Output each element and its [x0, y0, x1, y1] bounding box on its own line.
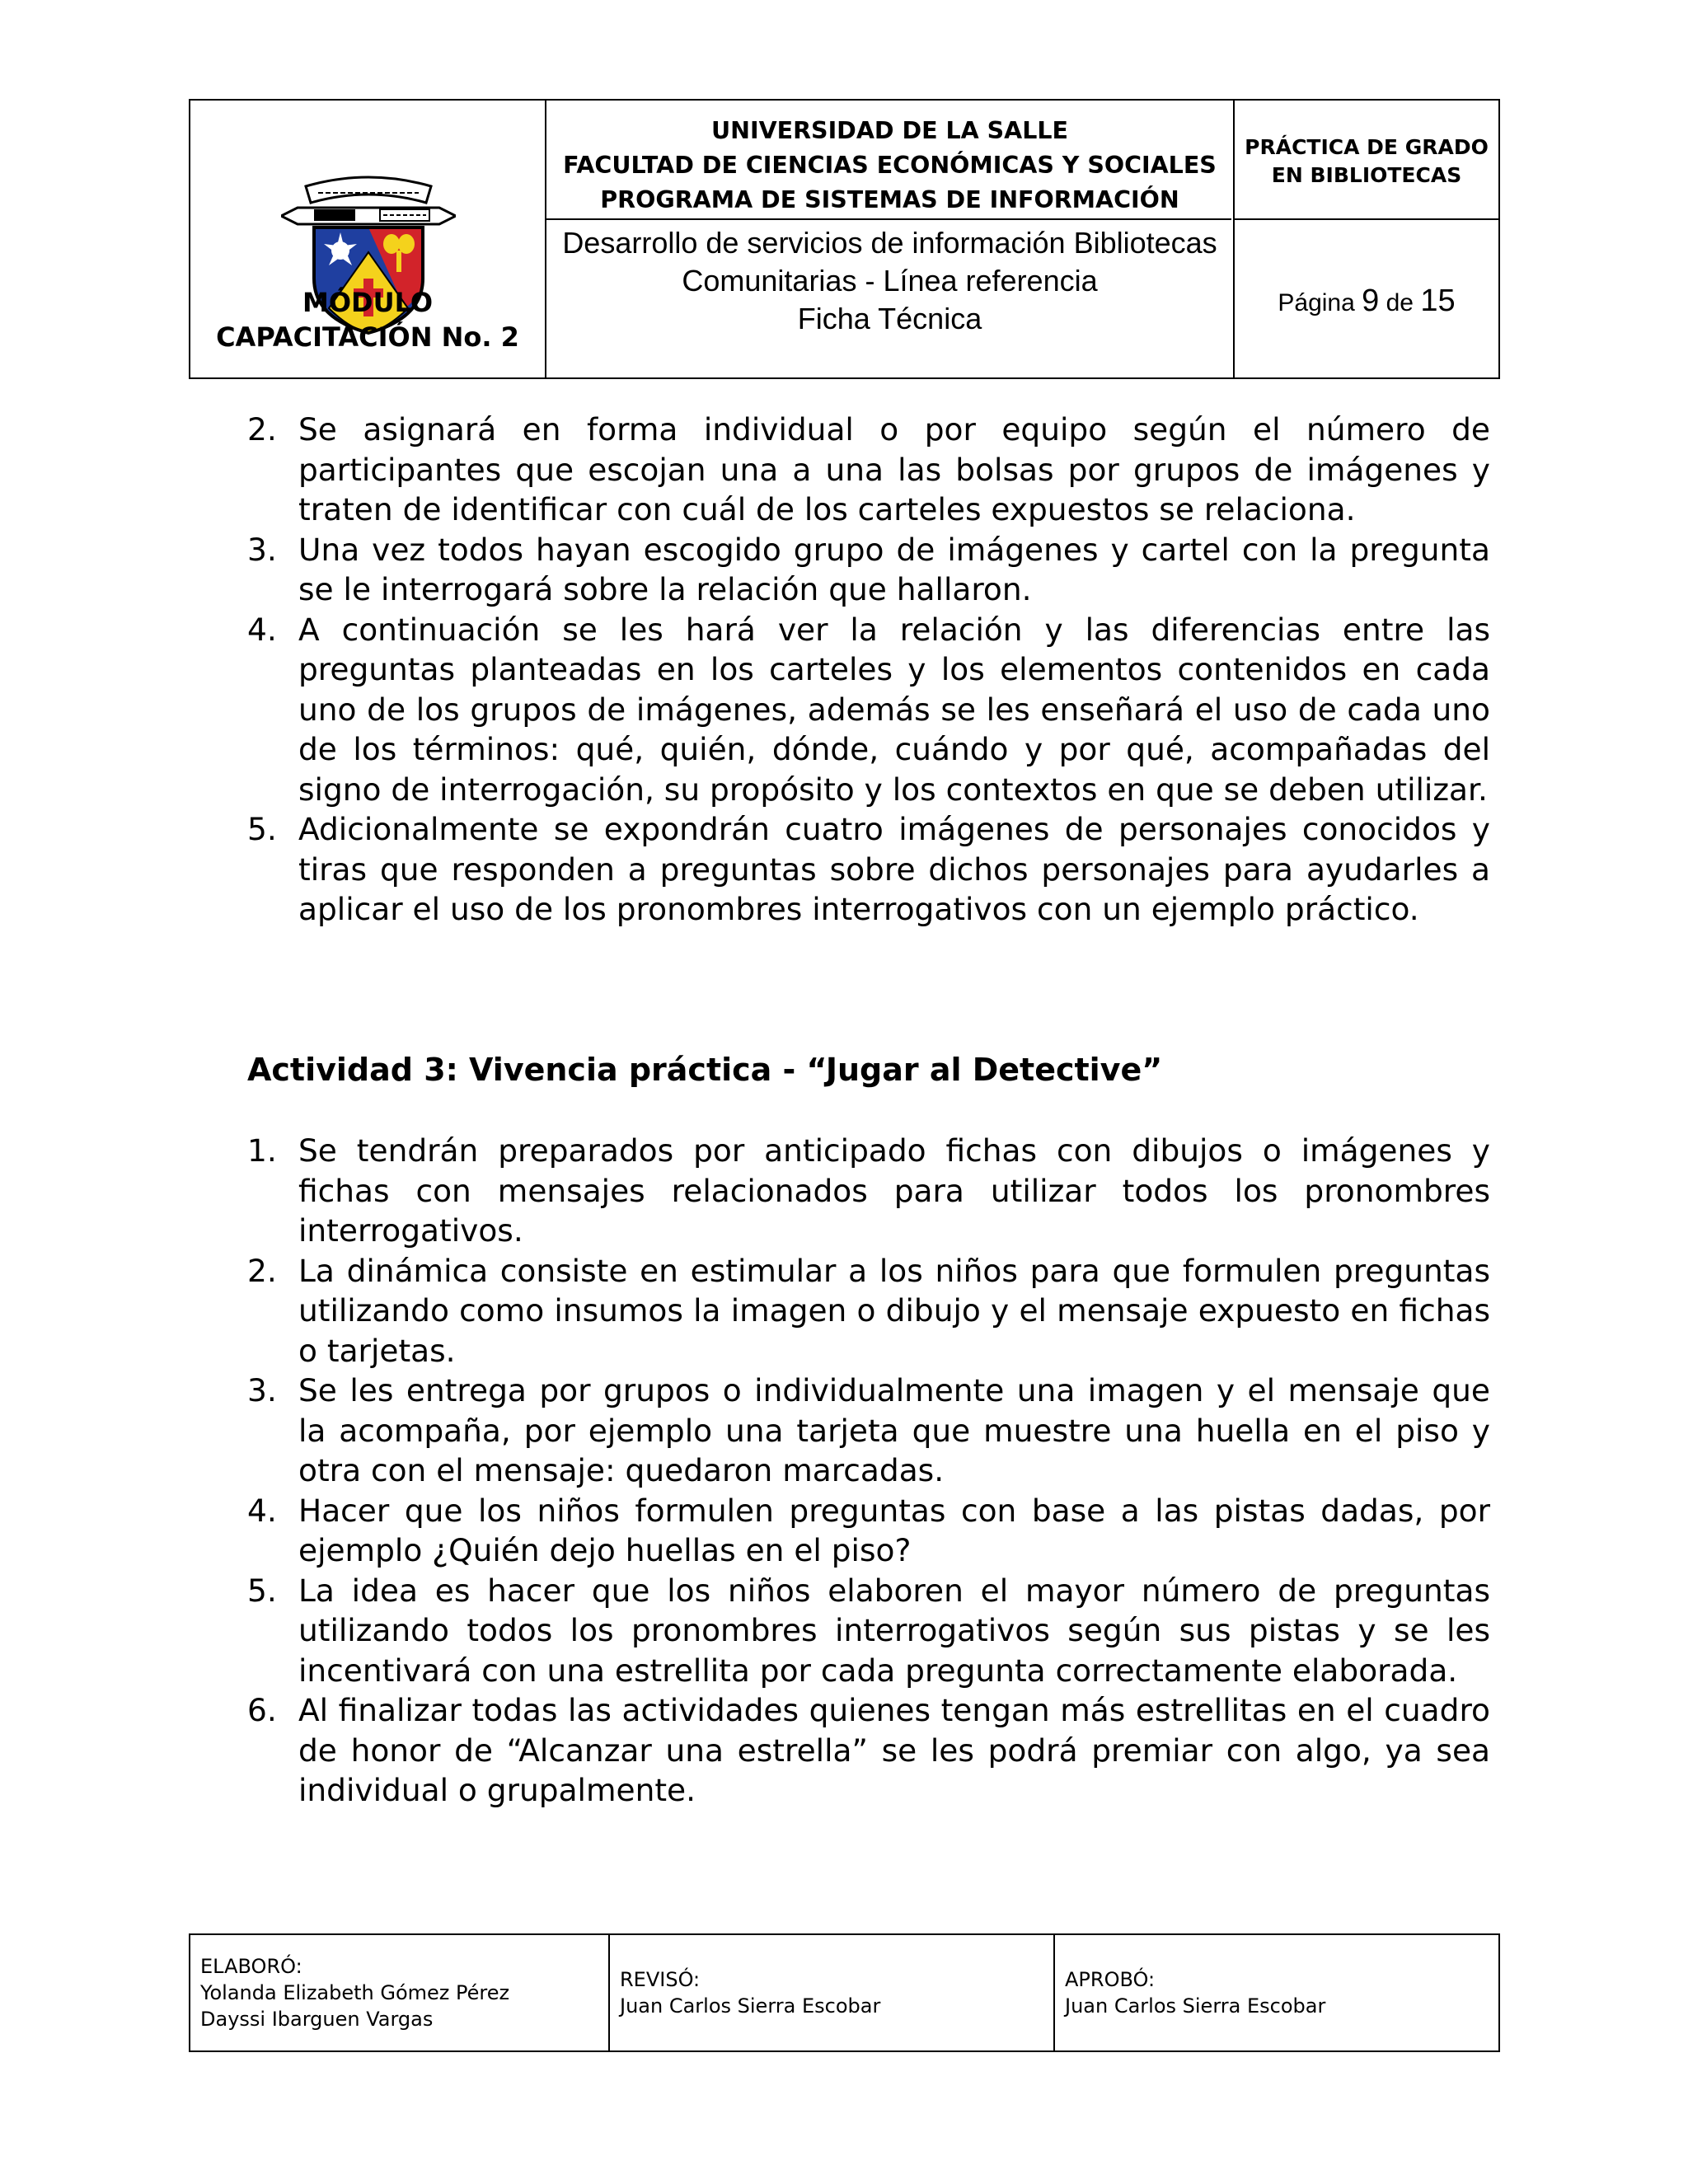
- item-number: 6.: [247, 1692, 277, 1728]
- elaborated-by-cell: [190, 1935, 610, 2050]
- list-item: [247, 1491, 1490, 1571]
- header-logo-cell: [190, 101, 546, 377]
- approved-by-label: APROBÓ:: [1065, 1968, 1156, 1991]
- item-number: 2.: [247, 1252, 277, 1289]
- list-item: [247, 1571, 1490, 1691]
- list-item: [247, 610, 1490, 810]
- elaborated-by-label: ELABORÓ:: [200, 1955, 302, 1978]
- item-number: 3.: [247, 1372, 277, 1408]
- signature-footer: [189, 1933, 1500, 2052]
- item-text: La dinámica consiste en estimular a los niños para que formulen preguntas utilizando como insumos la imagen o dibujo y el mensaje expuesto en fichas o tarjetas.: [298, 1252, 1490, 1369]
- item-text: Una vez todos hayan escogido grupo de imágenes y cartel con la pregunta se le interrogará sobre la relación que hallaron.: [298, 531, 1490, 607]
- author-name: Dayssi Ibarguen Vargas: [200, 2008, 434, 2031]
- description-line: Ficha Técnica: [797, 302, 982, 335]
- list-item: [247, 1690, 1490, 1811]
- header-title-cell: [546, 101, 1235, 377]
- institution-block: [546, 114, 1233, 218]
- item-text: Se asignará en forma individual o por equipo según el número de participantes que escojan una a una las bolsas por grupos de imágenes y traten de identificar con cuál de los carteles expuestos se relaciona.: [298, 411, 1490, 527]
- practice-line: EN BIBLIOTECAS: [1271, 163, 1462, 187]
- activity-steps-list: [247, 1131, 1490, 1811]
- page-of: de: [1386, 289, 1414, 316]
- program-name: PROGRAMA DE SISTEMAS DE INFORMACIÓN: [600, 186, 1179, 213]
- module-number: CAPACITACIÓN No. 2: [216, 321, 519, 353]
- list-item: [247, 1131, 1490, 1251]
- approver-name: Juan Carlos Sierra Escobar: [1065, 1994, 1326, 2018]
- item-number: 5.: [247, 1572, 277, 1609]
- reviewer-name: Juan Carlos Sierra Escobar: [620, 1994, 881, 2018]
- module-title: [190, 285, 545, 354]
- practice-label: [1235, 134, 1498, 190]
- reviewed-by-label: REVISÓ:: [620, 1968, 701, 1991]
- item-number: 1.: [247, 1132, 277, 1169]
- steps-list: [247, 410, 1490, 930]
- item-number: 3.: [247, 531, 277, 568]
- item-text: Hacer que los niños formulen preguntas con base a las pistas dadas, por ejemplo ¿Quién dejo huellas en el piso?: [298, 1492, 1490, 1568]
- header-divider: [1235, 218, 1498, 220]
- page-current: 9: [1362, 284, 1380, 318]
- approved-by-cell: [1055, 1935, 1498, 2050]
- item-text: La idea es hacer que los niños elaboren el mayor número de preguntas utilizando todos los pronombres interrogativos según sus pistas y se les incentivará con una estrellita por cada pregunta correctamente elaborada.: [298, 1572, 1490, 1689]
- faculty-name: FACULTAD DE CIENCIAS ECONÓMICAS Y SOCIALES: [563, 152, 1217, 179]
- item-number: 5.: [247, 811, 277, 847]
- item-text: Se les entrega por grupos o individualmente una imagen y el mensaje que la acompaña, por ejemplo una tarjeta que muestre una huella en el piso y otra con el mensaje: quedaron marcadas.: [298, 1372, 1490, 1488]
- header-info-cell: [1235, 101, 1498, 377]
- item-text: A continuación se les hará ver la relación y las diferencias entre las preguntas planteadas en los carteles y los elementos contenidos en cada uno de los grupos de imágenes, además se les enseñará el uso de cada uno de los términos: qué, quién, dónde, cuándo y por qué, acompañadas del signo de interrogación, su propósito y los contextos en que se deben utilizar.: [298, 611, 1490, 808]
- list-item: [247, 1251, 1490, 1371]
- item-text: Adicionalmente se expondrán cuatro imágenes de personajes conocidos y tiras que responden a preguntas sobre dichos personajes para ayudarles a aplicar el uso de los pronombres interrogativos con un ejemplo práctico.: [298, 811, 1490, 927]
- page-total: 15: [1420, 284, 1456, 318]
- list-item: [247, 1371, 1490, 1491]
- page-number: [1235, 284, 1498, 319]
- item-number: 4.: [247, 611, 277, 648]
- list-item: [247, 809, 1490, 930]
- document-header: [189, 99, 1500, 379]
- author-name: Yolanda Elizabeth Gómez Pérez: [200, 1981, 510, 2004]
- university-name: UNIVERSIDAD DE LA SALLE: [710, 117, 1069, 144]
- list-item: [247, 530, 1490, 610]
- item-number: 2.: [247, 411, 277, 448]
- list-item: [247, 410, 1490, 530]
- activity-heading: Actividad 3: Vivencia práctica - “Jugar al Detective”: [247, 1052, 1163, 1088]
- practice-line: PRÁCTICA DE GRADO: [1245, 135, 1489, 159]
- page-word: Página: [1278, 289, 1355, 316]
- item-text: Al finalizar todas las actividades quienes tengan más estrellitas en el cuadro de honor de “Alcanzar una estrella” se les podrá premiar con algo, ya sea individual o grupalmente.: [298, 1692, 1490, 1808]
- item-number: 4.: [247, 1492, 277, 1529]
- description-line: Desarrollo de servicios de información Bibliotecas: [562, 226, 1217, 260]
- item-text: Se tendrán preparados por anticipado fichas con dibujos o imágenes y fichas con mensajes relacionados para utilizar todos los pronombres interrogativos.: [298, 1132, 1490, 1249]
- header-divider: [546, 218, 1231, 220]
- document-description: [546, 224, 1233, 338]
- description-line: Comunitarias - Línea referencia: [682, 264, 1098, 298]
- reviewed-by-cell: [610, 1935, 1055, 2050]
- module-label: MÓDULO: [302, 287, 434, 318]
